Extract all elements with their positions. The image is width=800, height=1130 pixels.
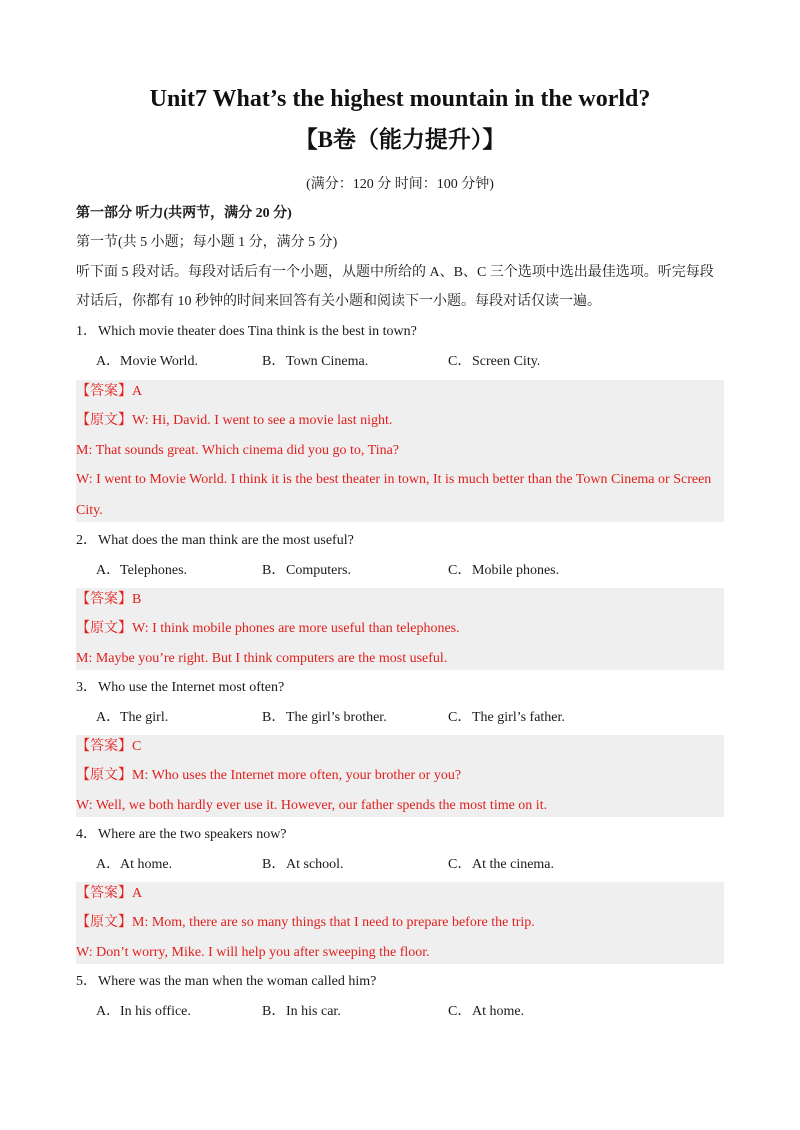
question-text: Where are the two speakers now?: [98, 827, 287, 842]
script-line: M: That sounds great. Which cinema did you go to, Tina?: [76, 443, 400, 458]
option-b: B．The girl’s brother.: [262, 710, 387, 725]
option-c: C．At home.: [448, 1004, 525, 1019]
option-c: C．Mobile phones.: [448, 563, 560, 578]
answer-line: 【答案】A: [76, 886, 143, 901]
question-5: [76, 972, 724, 992]
option-a: A．Telephones.: [96, 563, 188, 578]
answer-line: 【答案】B: [76, 592, 142, 607]
question-4: [76, 825, 724, 845]
script-line: W: I went to Movie World. I think it is the best theater in town, It is much better than the Town Cinema or Screen: [76, 472, 712, 487]
option-b: B．In his car.: [262, 1004, 341, 1019]
question-number: 2．: [76, 533, 97, 548]
option-c: C．Screen City.: [448, 354, 541, 369]
question-number: 4．: [76, 827, 97, 842]
page-subtitle: 【B卷（能力提升）】: [294, 127, 506, 152]
script-line: 【原文】M: Mom, there are so many things that I need to prepare before the trip.: [76, 915, 535, 930]
answer-line: 【答案】A: [76, 384, 143, 399]
question-3: [76, 678, 724, 698]
question-number: 5．: [76, 974, 97, 989]
option-a: A．At home.: [96, 857, 173, 872]
answer-line: 【答案】C: [76, 739, 142, 754]
script-line: M: Maybe you’re right. But I think computers are the most useful.: [76, 651, 448, 666]
script-line: City.: [76, 503, 103, 518]
option-c: C．The girl’s father.: [448, 710, 565, 725]
script-line: W: Don’t worry, Mike. I will help you after sweeping the floor.: [76, 945, 430, 960]
question-text: Who use the Internet most often?: [98, 680, 285, 695]
option-a: A．Movie World.: [96, 354, 198, 369]
score-time-info: (满分：120 分 时间：100 分钟): [306, 177, 494, 192]
question-text: What does the man think are the most useful?: [98, 533, 354, 548]
script-line: 【原文】M: Who uses the Internet more often, your brother or you?: [76, 768, 462, 783]
question-number: 1．: [76, 324, 97, 339]
option-a: A．In his office.: [96, 1004, 191, 1019]
option-b: B．Town Cinema.: [262, 354, 369, 369]
option-b: B．Computers.: [262, 563, 351, 578]
question-text: Which movie theater does Tina think is the best in town?: [98, 324, 417, 339]
question-text: Where was the man when the woman called him?: [98, 974, 377, 989]
question-1: [76, 322, 724, 342]
option-b: B．At school.: [262, 857, 344, 872]
instructions-line-1: 听下面 5 段对话。每段对话后有一个小题，从题中所给的 A、B、C 三个选项中选出最佳选项。听完每段: [76, 265, 714, 280]
option-a: A．The girl.: [96, 710, 169, 725]
option-c: C．At the cinema.: [448, 857, 555, 872]
section-heading: 第一节(共 5 小题；每小题 1 分，满分 5 分): [76, 235, 338, 250]
page-title: Unit7 What’s the highest mountain in the world?: [149, 86, 651, 112]
script-line: 【原文】W: Hi, David. I went to see a movie last night.: [76, 413, 393, 428]
question-2: [76, 531, 724, 551]
script-line: 【原文】W: I think mobile phones are more useful than telephones.: [76, 621, 460, 636]
instructions-line-2: 对话后，你都有 10 秒钟的时间来回答有关小题和阅读下一小题。每段对话仅读一遍。: [76, 294, 601, 309]
question-number: 3．: [76, 680, 97, 695]
part-heading: 第一部分 听力(共两节，满分 20 分): [76, 206, 292, 221]
script-line: W: Well, we both hardly ever use it. However, our father spends the most time on it.: [76, 798, 548, 813]
